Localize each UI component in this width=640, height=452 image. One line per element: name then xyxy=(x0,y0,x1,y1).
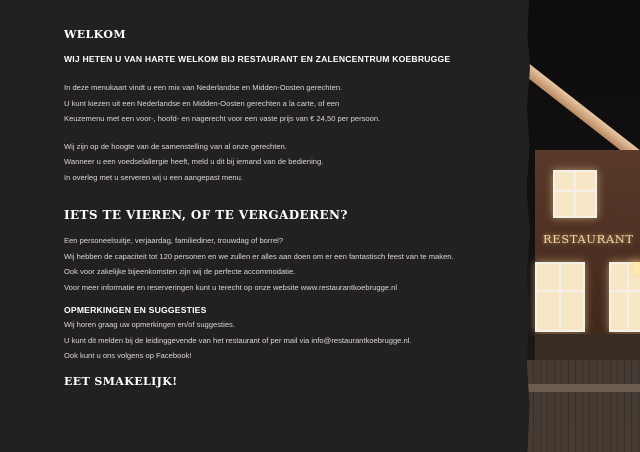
welcome-paragraph-2 xyxy=(64,139,514,186)
upper-window xyxy=(553,170,597,218)
text-line: Voor meer informatie en reserveringen kunt u terecht op onze website www.restaurantkoebrugge.nl xyxy=(64,282,398,292)
celebrate-title: IETS TE VIEREN, OF TE VERGADEREN? xyxy=(64,208,348,222)
menu-content xyxy=(64,24,514,392)
welcome-subtitle-wrap xyxy=(64,51,514,67)
text-line: U kunt kiezen uit een Nederlandse en Midden-Oosten gerechten a la carte, of een xyxy=(64,98,340,108)
text-line: Wij zijn op de hoogte van de samenstelling van al onze gerechten. xyxy=(64,141,287,151)
text-line: Ook voor zakelijke bijeenkomsten zijn wij de perfecte accommodatie. xyxy=(64,267,296,276)
welcome-paragraph-1 xyxy=(64,80,514,127)
celebrate-paragraph xyxy=(64,233,514,295)
welcome-title: WELKOM xyxy=(64,27,126,41)
welcome-heading-wrap xyxy=(64,24,514,44)
closing-heading-wrap xyxy=(64,372,514,392)
text-line: U kunt dit melden bij de leidinggevende van het restaurant of per mail via info@restaurantkoebrugge.nl. xyxy=(64,335,412,345)
text-line: Wij hebben de capaciteit tot 120 personen en we zullen er alles aan doen om er een fantastisch feest van te maken. xyxy=(64,251,454,261)
text-line: In overleg met u serveren wij u een aangepast menu. xyxy=(64,172,243,182)
text-line: Een personeelsuitje, verjaardag, familiediner, trouwdag of borrel? xyxy=(64,236,284,245)
remarks-title: OPMERKINGEN EN SUGGESTIES xyxy=(64,305,207,315)
text-line: Keuzemenu met een voor-, hoofd- en nagerecht voor een vaste prijs van € 24,50 per persoon. xyxy=(64,114,381,123)
wooden-beam xyxy=(527,62,640,164)
text-line: Ook kunt u ons volgens op Facebook! xyxy=(64,351,192,360)
text-line: Wanneer u een voedselallergie heeft, meld u dit bij iemand van de bediening. xyxy=(64,157,324,166)
street-lamp-icon xyxy=(633,262,640,274)
remarks-heading-wrap xyxy=(64,303,514,317)
cobblestone-street xyxy=(527,360,640,452)
closing-title: EET SMAKELIJK! xyxy=(64,375,178,388)
lower-window-left xyxy=(535,262,585,332)
remarks-paragraph xyxy=(64,317,514,364)
text-line: In deze menukaart vindt u een mix van Nederlandse en Midden-Oosten gerechten. xyxy=(64,83,343,92)
street-kerb xyxy=(527,384,640,392)
facade-base xyxy=(535,334,640,360)
celebrate-heading-wrap xyxy=(64,205,514,225)
restaurant-night-photo xyxy=(527,0,640,452)
text-line: Wij horen graag uw opmerkingen en/of suggesties. xyxy=(64,320,235,329)
welcome-subtitle: WIJ HETEN U VAN HARTE WELKOM BIJ RESTAURANT EN ZALENCENTRUM KOEBRUGGE xyxy=(64,54,451,64)
restaurant-sign: RESTAURANT xyxy=(543,232,634,246)
